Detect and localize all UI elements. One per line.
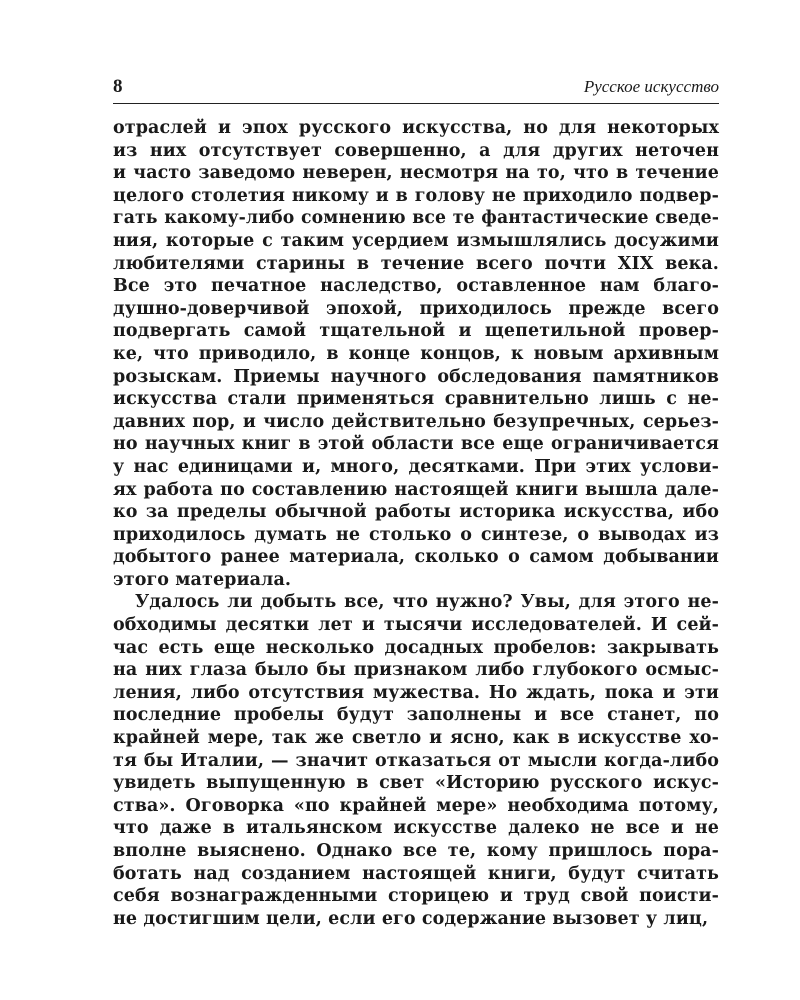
header-rule [113, 103, 719, 104]
text-line: любителями старины в течение всего почти XIX века. [113, 253, 719, 274]
text-line: тя бы Италии, — значит отказаться от мысли когда-либо [113, 750, 719, 771]
text-line: что даже в итальянском искусстве далеко не все и не [113, 818, 719, 839]
text-line: не достигшим цели, если его содержание вызовет у лиц, [113, 908, 709, 929]
text-line: приходилось думать не столько о синтезе, о выводах из [113, 524, 719, 545]
text-line: отраслей и эпох русского искусства, но для некоторых [113, 118, 719, 138]
text-line: ке, что приводило, в конце концов, к новым архивным [113, 343, 719, 364]
text-line: целого столетия никому и в голову не приходило подвер- [113, 185, 719, 206]
paragraph [113, 117, 719, 591]
text-line: Удалось ли добыть все, что нужно? Увы, для этого не- [135, 592, 719, 613]
text-line: ко за пределы обычной работы историка искусства, ибо [113, 502, 719, 523]
text-line: увидеть выпущенную в свет «Историю русского искус- [113, 773, 719, 794]
text-line: ния, которые с таким усердием измышлялись досужими [113, 230, 719, 251]
text-line: обходимы десятки лет и тысячи исследователей. И сей- [113, 615, 719, 636]
text-line: последние пробелы будут заполнены и все станет, по [113, 705, 719, 726]
text-line: час есть еще несколько досадных пробелов: закрывать [113, 637, 719, 658]
text-line: ях работа по составлению настоящей книги вышла дале- [113, 479, 719, 500]
text-line: Все это печатное наследство, оставленное нам благо- [113, 276, 719, 297]
text-line: добытого ранее материала, сколько о самом добывании [113, 547, 719, 568]
text-line: но научных книг в этой области все еще ограничивается [113, 434, 719, 455]
text-line: подвергать самой тщательной и щепетильной провер- [113, 321, 719, 342]
text-line: у нас единицами и, много, десятками. При этих услови- [113, 456, 719, 477]
text-line: ства». Оговорка «по крайней мере» необходима потому, [113, 795, 719, 816]
text-line: и часто заведомо неверен, несмотря на то, что в течение [113, 163, 719, 184]
page-header [113, 74, 719, 100]
page-number: 8 [113, 76, 123, 97]
text-line: ления, либо отсутствия мужества. Но ждать, пока и эти [113, 682, 719, 703]
text-line: на них глаза было бы признаком либо глубокого осмыс- [113, 660, 719, 681]
running-title: Русское искусство [583, 77, 719, 96]
paragraph [113, 591, 719, 930]
text-line: из них отсутствует совершенно, а для других неточен [113, 140, 719, 161]
text-line: розыскам. Приемы научного обследования памятников [113, 366, 719, 387]
text-line: себя вознагражденными сторицею и труд свой поисти- [113, 886, 719, 907]
text-line: вполне выяснено. Однако все те, кому пришлось пора- [113, 841, 719, 861]
text-line: ботать над созданием настоящей книги, будут считать [113, 863, 719, 884]
text-line: этого материала. [113, 569, 292, 590]
text-line: давних пор, и число действительно безупречных, серьез- [113, 411, 719, 432]
text-line: гать какому-либо сомнению все те фантастические сведе- [113, 208, 719, 229]
body-text [113, 117, 719, 930]
text-line: искусства стали применяться сравнительно лишь с не- [113, 389, 719, 410]
text-line: крайней мере, так же светло и ясно, как в искусстве хо- [113, 728, 719, 749]
text-line: душно-доверчивой эпохой, приходилось прежде всего [113, 298, 719, 319]
